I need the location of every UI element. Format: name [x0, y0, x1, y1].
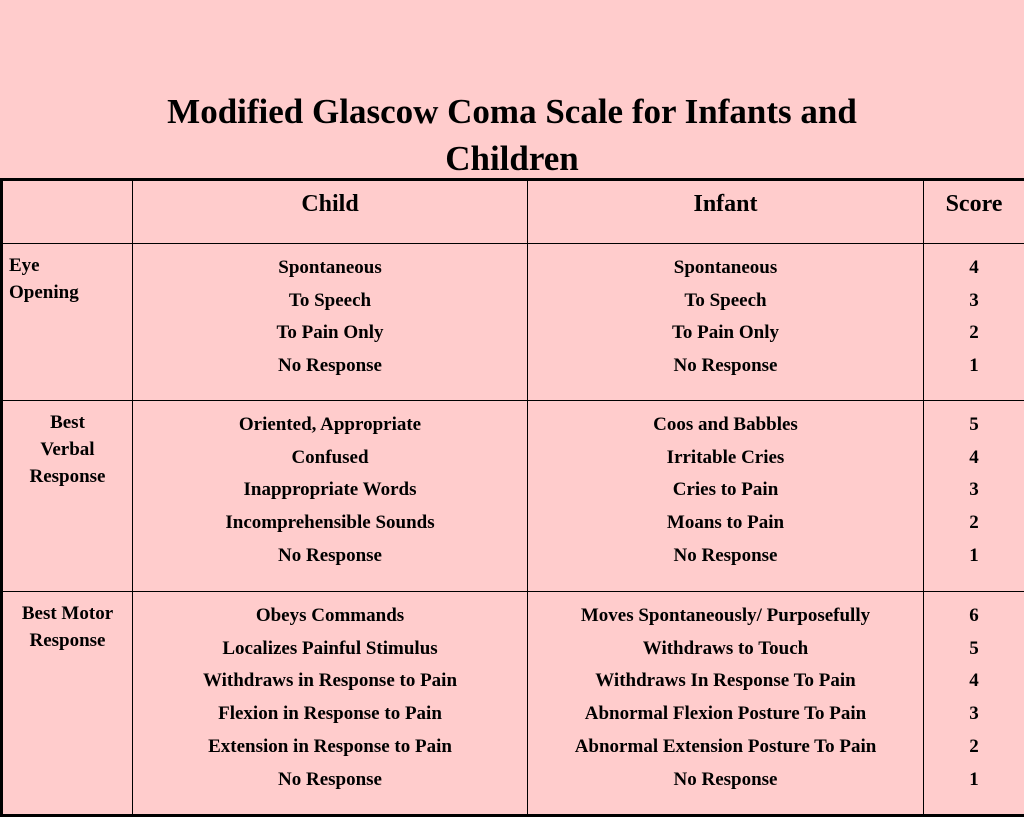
score-value: 3: [924, 698, 1024, 731]
score-value: 6: [924, 600, 1024, 633]
score-value: 5: [924, 409, 1024, 442]
list-item: To Speech: [528, 285, 923, 318]
score-value: 1: [924, 350, 1024, 383]
list-item: Withdraws to Touch: [528, 633, 923, 666]
list-item: To Pain Only: [528, 317, 923, 350]
list-item: Moans to Pain: [528, 507, 923, 540]
list-item: No Response: [528, 764, 923, 797]
header-infant: Infant: [528, 180, 924, 244]
list-item: Moves Spontaneously/ Purposefully: [528, 600, 923, 633]
infant-responses-eye-opening: [528, 244, 924, 401]
list-item: To Pain Only: [133, 317, 527, 350]
score-value: 2: [924, 317, 1024, 350]
category-eye-opening: [2, 244, 133, 401]
category-label-line: Eye: [9, 252, 126, 279]
slide-title-line-1: Modified Glascow Coma Scale for Infants and: [0, 88, 1024, 135]
scores-eye-opening: [924, 244, 1024, 401]
list-item: Spontaneous: [133, 252, 527, 285]
list-item: Oriented, Appropriate: [133, 409, 527, 442]
glasgow-coma-scale-table: [0, 178, 1024, 817]
child-responses-motor: [133, 592, 528, 816]
list-item: No Response: [133, 764, 527, 797]
slide-title-line-2: Children: [0, 135, 1024, 182]
score-value: 1: [924, 540, 1024, 573]
list-item: Withdraws in Response to Pain: [133, 665, 527, 698]
scores-verbal: [924, 401, 1024, 592]
score-value: 3: [924, 285, 1024, 318]
list-item: Withdraws In Response To Pain: [528, 665, 923, 698]
category-label-line: Best: [9, 409, 126, 436]
list-item: Irritable Cries: [528, 442, 923, 475]
header-category: [2, 180, 133, 244]
child-responses-verbal: [133, 401, 528, 592]
list-item: Spontaneous: [528, 252, 923, 285]
category-label-line: Response: [9, 463, 126, 490]
list-item: Extension in Response to Pain: [133, 731, 527, 764]
list-item: Confused: [133, 442, 527, 475]
infant-responses-verbal: [528, 401, 924, 592]
list-item: No Response: [528, 540, 923, 573]
score-value: 3: [924, 474, 1024, 507]
category-label-line: Verbal: [9, 436, 126, 463]
score-value: 5: [924, 633, 1024, 666]
list-item: Cries to Pain: [528, 474, 923, 507]
table-row-eye-opening: [2, 244, 1024, 401]
header-row: [2, 180, 1024, 244]
score-value: 2: [924, 731, 1024, 764]
category-best-verbal-response: [2, 401, 133, 592]
list-item: No Response: [133, 540, 527, 573]
list-item: Localizes Painful Stimulus: [133, 633, 527, 666]
score-value: 1: [924, 764, 1024, 797]
list-item: Obeys Commands: [133, 600, 527, 633]
list-item: No Response: [528, 350, 923, 383]
list-item: Flexion in Response to Pain: [133, 698, 527, 731]
list-item: Inappropriate Words: [133, 474, 527, 507]
table-row-best-motor-response: [2, 592, 1024, 816]
scores-motor: [924, 592, 1024, 816]
score-value: 2: [924, 507, 1024, 540]
infant-responses-motor: [528, 592, 924, 816]
score-value: 4: [924, 665, 1024, 698]
category-label-line: Best Motor: [9, 600, 126, 627]
table-row-best-verbal-response: [2, 401, 1024, 592]
category-best-motor-response: [2, 592, 133, 816]
child-responses-eye-opening: [133, 244, 528, 401]
header-child: Child: [133, 180, 528, 244]
score-value: 4: [924, 252, 1024, 285]
slide-title: [0, 88, 1024, 182]
list-item: Abnormal Flexion Posture To Pain: [528, 698, 923, 731]
list-item: To Speech: [133, 285, 527, 318]
header-score: Score: [924, 180, 1024, 244]
list-item: Coos and Babbles: [528, 409, 923, 442]
list-item: Incomprehensible Sounds: [133, 507, 527, 540]
category-label-line: Response: [9, 627, 126, 654]
category-label-line: Opening: [9, 279, 126, 306]
list-item: No Response: [133, 350, 527, 383]
score-value: 4: [924, 442, 1024, 475]
list-item: Abnormal Extension Posture To Pain: [528, 731, 923, 764]
